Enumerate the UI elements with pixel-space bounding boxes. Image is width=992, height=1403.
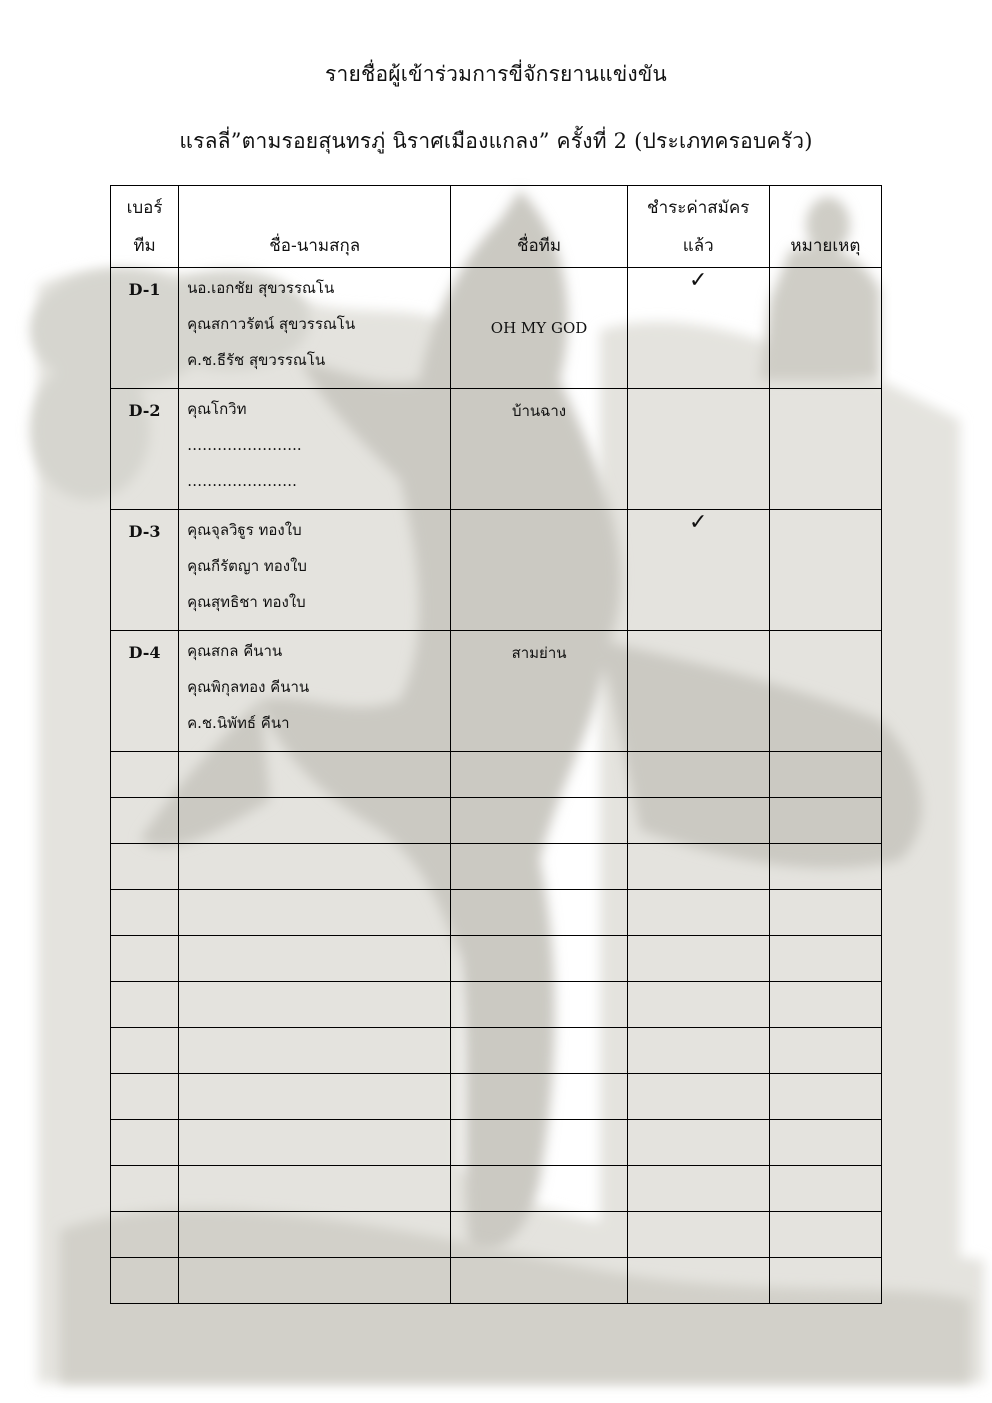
empty-team-name	[451, 982, 627, 1028]
empty-team-name	[451, 844, 627, 890]
header-team-name-label: ชื่อทีม	[516, 236, 562, 256]
header-note	[769, 186, 881, 268]
empty-team-number	[111, 1258, 179, 1304]
team-name: OH MY GOD	[451, 268, 627, 389]
member-name: …………………..	[187, 436, 302, 454]
team-number: D-3	[111, 510, 179, 631]
participant-table	[110, 185, 882, 1304]
empty-table-row	[111, 1258, 882, 1304]
header-team-name	[451, 186, 627, 268]
member-name: คุณสกาวรัตน์ สุขวรรณโน	[187, 315, 356, 333]
check-icon: ✓	[689, 510, 708, 535]
note-cell	[769, 389, 881, 510]
empty-member-list	[179, 798, 451, 844]
member-name: คุณพิกุลทอง คีนาน	[187, 678, 310, 696]
team-number: D-2	[111, 389, 179, 510]
empty-team-name	[451, 1120, 627, 1166]
note-cell	[769, 510, 881, 631]
empty-team-number	[111, 936, 179, 982]
team-name	[451, 510, 627, 631]
empty-member-list	[179, 1028, 451, 1074]
table-row	[111, 389, 882, 510]
note-cell	[769, 631, 881, 752]
note-cell	[769, 268, 881, 389]
empty-paid-cell	[627, 752, 769, 798]
member-list	[179, 631, 451, 752]
header-paid-line1: ชำระค่าสมัคร	[647, 198, 750, 218]
empty-paid-cell	[627, 844, 769, 890]
empty-team-number	[111, 752, 179, 798]
header-paid	[627, 186, 769, 268]
empty-note-cell	[769, 1258, 881, 1304]
member-name: ค.ช.นิพัทธ์ คีนา	[187, 714, 290, 732]
empty-member-list	[179, 1166, 451, 1212]
header-team-number-line1: เบอร์	[126, 198, 163, 218]
member-name: ………………….	[187, 472, 297, 490]
empty-member-list	[179, 1212, 451, 1258]
empty-table-row	[111, 798, 882, 844]
member-name: คุณกีรัตญา ทองใบ	[187, 557, 307, 575]
empty-team-name	[451, 1166, 627, 1212]
empty-team-name	[451, 1212, 627, 1258]
empty-team-number	[111, 1166, 179, 1212]
empty-table-row	[111, 844, 882, 890]
empty-member-list	[179, 1258, 451, 1304]
member-name: คุณโกวิท	[187, 400, 247, 418]
empty-note-cell	[769, 752, 881, 798]
empty-table-row	[111, 982, 882, 1028]
paid-cell	[627, 389, 769, 510]
table-header-row	[111, 186, 882, 268]
empty-team-name	[451, 752, 627, 798]
member-name: ค.ช.ธีรัช สุขวรรณโน	[187, 351, 326, 369]
empty-note-cell	[769, 1212, 881, 1258]
empty-member-list	[179, 1074, 451, 1120]
table-row	[111, 268, 882, 389]
empty-team-name	[451, 1258, 627, 1304]
empty-table-row	[111, 1074, 882, 1120]
empty-member-list	[179, 1120, 451, 1166]
header-team-number-line2: ทีม	[133, 236, 156, 256]
empty-note-cell	[769, 1028, 881, 1074]
empty-paid-cell	[627, 798, 769, 844]
empty-paid-cell	[627, 1028, 769, 1074]
header-paid-line2: แล้ว	[682, 236, 714, 256]
team-name: บ้านฉาง	[451, 389, 627, 510]
empty-paid-cell	[627, 1074, 769, 1120]
paid-cell	[627, 510, 769, 631]
empty-paid-cell	[627, 936, 769, 982]
paid-cell	[627, 631, 769, 752]
empty-team-number	[111, 890, 179, 936]
empty-note-cell	[769, 890, 881, 936]
document-title: รายชื่อผู้เข้าร่วมการขี่จักรยานแข่งขัน	[325, 62, 667, 86]
team-number: D-4	[111, 631, 179, 752]
empty-team-number	[111, 1212, 179, 1258]
empty-team-number	[111, 1028, 179, 1074]
empty-team-name	[451, 936, 627, 982]
empty-team-number	[111, 982, 179, 1028]
empty-paid-cell	[627, 1166, 769, 1212]
empty-team-number	[111, 1074, 179, 1120]
header-name	[179, 186, 451, 268]
empty-team-name	[451, 890, 627, 936]
empty-note-cell	[769, 1074, 881, 1120]
empty-note-cell	[769, 798, 881, 844]
empty-table-row	[111, 1120, 882, 1166]
empty-member-list	[179, 936, 451, 982]
empty-team-number	[111, 798, 179, 844]
empty-table-row	[111, 1166, 882, 1212]
document-subtitle: แรลลี่”ตามรอยสุนทรภู่ นิราศเมืองแกลง” ครั้งที่ 2 (ประเภทครอบครัว)	[179, 129, 813, 153]
empty-note-cell	[769, 844, 881, 890]
table-row	[111, 510, 882, 631]
member-list	[179, 510, 451, 631]
empty-team-name	[451, 798, 627, 844]
empty-note-cell	[769, 982, 881, 1028]
member-list	[179, 389, 451, 510]
member-name: คุณสกล คีนาน	[187, 642, 283, 660]
empty-paid-cell	[627, 1120, 769, 1166]
header-team-number	[111, 186, 179, 268]
empty-team-name	[451, 1028, 627, 1074]
empty-note-cell	[769, 1120, 881, 1166]
empty-note-cell	[769, 1166, 881, 1212]
header-note-label: หมายเหตุ	[790, 236, 861, 256]
empty-paid-cell	[627, 890, 769, 936]
team-number: D-1	[111, 268, 179, 389]
check-icon: ✓	[689, 268, 708, 293]
empty-note-cell	[769, 936, 881, 982]
table-row	[111, 631, 882, 752]
empty-member-list	[179, 752, 451, 798]
empty-team-number	[111, 1120, 179, 1166]
empty-table-row	[111, 890, 882, 936]
empty-table-row	[111, 752, 882, 798]
header-name-label: ชื่อ-นามสกุล	[269, 236, 361, 256]
empty-table-row	[111, 1028, 882, 1074]
empty-paid-cell	[627, 1258, 769, 1304]
empty-table-row	[111, 1212, 882, 1258]
member-name: นอ.เอกชัย สุขวรรณโน	[187, 279, 335, 297]
member-list	[179, 268, 451, 389]
empty-member-list	[179, 844, 451, 890]
empty-member-list	[179, 982, 451, 1028]
member-name: คุณสุทธิชา ทองใบ	[187, 593, 306, 611]
member-name: คุณจุลวิฐูร ทองใบ	[187, 521, 302, 539]
paid-cell	[627, 268, 769, 389]
team-name: สามย่าน	[451, 631, 627, 752]
empty-paid-cell	[627, 1212, 769, 1258]
empty-member-list	[179, 890, 451, 936]
empty-team-name	[451, 1074, 627, 1120]
empty-team-number	[111, 844, 179, 890]
empty-paid-cell	[627, 982, 769, 1028]
empty-table-row	[111, 936, 882, 982]
